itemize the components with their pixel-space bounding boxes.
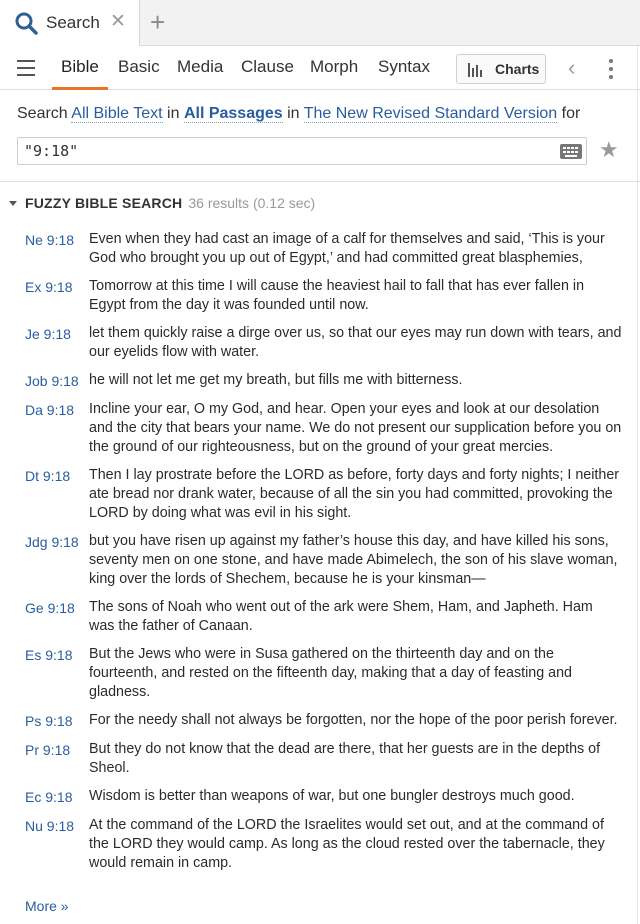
- hamburger-menu-icon[interactable]: [17, 60, 35, 76]
- tab-media[interactable]: Media: [177, 57, 224, 76]
- kebab-menu-icon[interactable]: [609, 59, 615, 79]
- list-item: [0, 400, 640, 457]
- results-list: [0, 230, 640, 882]
- verse-reference-link[interactable]: Da 9:18: [25, 402, 75, 418]
- search-input[interactable]: [17, 137, 587, 165]
- list-item: [0, 466, 640, 523]
- results-title: FUZZY BIBLE SEARCH: [25, 195, 183, 211]
- list-item: [0, 230, 640, 268]
- search-icon: [14, 11, 38, 35]
- list-item: [0, 740, 640, 778]
- bar-chart-icon: [468, 63, 484, 77]
- list-item: [0, 277, 640, 315]
- verse-reference-link[interactable]: Ec 9:18: [25, 789, 73, 805]
- verse-text: But the Jews who were in Susa gathered on the thirteenth day and on the fourteenth, and rested on the fifteenth day, making that a day of feasting and gladness.: [89, 646, 572, 700]
- list-item: [0, 816, 640, 873]
- verse-reference-link[interactable]: Pr 9:18: [25, 742, 71, 758]
- divider: [0, 181, 640, 182]
- tab-strip: [0, 0, 640, 46]
- verse-reference-link[interactable]: Ge 9:18: [25, 600, 75, 616]
- verse-reference-link[interactable]: Ps 9:18: [25, 713, 73, 729]
- list-item: [0, 532, 640, 589]
- verse-text: Incline your ear, O my God, and hear. Open your eyes and look at our desolation and the city that bears your name. We do not present our supplication before you on the ground of our righteousness, but on the ground of your great mercies.: [89, 401, 622, 455]
- search-for-label: for: [561, 105, 581, 122]
- list-item: [0, 645, 640, 702]
- list-item: [0, 371, 640, 391]
- verse-reference-link[interactable]: Dt 9:18: [25, 468, 71, 484]
- search-prefix: Search: [17, 105, 68, 122]
- verse-text: but you have risen up against my father’s house this day, and have killed his sons, seventy men on one stone, and have made Abimelech, the son of his slave woman, king over the lords of Shechem, because he is your kinsman—: [89, 533, 618, 587]
- results-header[interactable]: [9, 195, 315, 211]
- verse-text: Tomorrow at this time I will cause the heaviest hail to fall that has ever fallen in Egypt from the day it was founded until now.: [89, 278, 585, 313]
- verse-text: let them quickly raise a dirge over us, so that our eyes may run down with tears, and our eyelids flow with water.: [89, 325, 622, 360]
- verse-reference-link[interactable]: Nu 9:18: [25, 818, 75, 834]
- active-tab-indicator: [52, 87, 108, 90]
- verse-reference-link[interactable]: Job 9:18: [25, 373, 79, 389]
- results-count: 36 results (0.12 sec): [188, 195, 316, 211]
- verse-text: The sons of Noah who went out of the ark were Shem, Ham, and Japheth. Ham was the father of Canaan.: [89, 599, 593, 634]
- search-definition: [17, 105, 580, 123]
- collapse-caret-icon[interactable]: [9, 201, 17, 206]
- list-item: [0, 598, 640, 636]
- verse-reference-link[interactable]: Ex 9:18: [25, 279, 73, 295]
- more-results-link[interactable]: More »: [25, 898, 69, 914]
- version-link[interactable]: The New Revised Standard Version: [303, 105, 558, 122]
- tab-syntax[interactable]: Syntax: [378, 57, 430, 76]
- search-query[interactable]: "9:18": [24, 142, 79, 160]
- verse-text: he will not let me get my breath, but fills me with bitterness.: [89, 372, 463, 388]
- verse-text: But they do not know that the dead are there, that her guests are in the depths of Sheol.: [89, 741, 601, 776]
- list-item: [0, 787, 640, 807]
- chevron-left-icon[interactable]: ‹: [568, 55, 576, 80]
- verse-reference-link[interactable]: Ne 9:18: [25, 232, 75, 248]
- verse-text: Then I lay prostrate before the LORD as before, forty days and forty nights; I neither ate bread nor drank water, because of all the sin you had committed, provoking the LORD by doing what was evil in his sight.: [89, 467, 620, 521]
- search-in-label-2: in: [287, 105, 300, 122]
- verse-reference-link[interactable]: Je 9:18: [25, 326, 71, 342]
- charts-label: Charts: [495, 61, 540, 77]
- search-scope-link[interactable]: All Bible Text: [71, 105, 163, 122]
- tab-bible[interactable]: Bible: [61, 57, 99, 76]
- verse-text: Wisdom is better than weapons of war, but one bungler destroys much good.: [89, 788, 575, 804]
- search-in-label: in: [167, 105, 180, 122]
- new-tab-button[interactable]: +: [150, 7, 166, 37]
- passages-link[interactable]: All Passages: [183, 105, 283, 122]
- verse-text: At the command of the LORD the Israelites would set out, and at the command of the LORD they would camp. As long as the cloud rested over the tabernacle, they would remain in camp.: [89, 817, 605, 871]
- verse-text: For the needy shall not always be forgotten, nor the hope of the poor perish forever.: [89, 712, 618, 728]
- tab-morph[interactable]: Morph: [310, 57, 359, 76]
- verse-reference-link[interactable]: Es 9:18: [25, 647, 73, 663]
- toolbar: [0, 46, 640, 90]
- tab-clause[interactable]: Clause: [241, 57, 294, 76]
- verse-text: Even when they had cast an image of a calf for themselves and said, ‘This is your God who brought you up out of Egypt,’ and had committed great blasphemies,: [89, 231, 605, 266]
- keyboard-icon[interactable]: [560, 144, 582, 159]
- close-icon[interactable]: ✕: [110, 11, 126, 32]
- list-item: [0, 711, 640, 731]
- charts-button[interactable]: [456, 54, 546, 84]
- tab-basic[interactable]: Basic: [118, 57, 160, 76]
- tab-title: Search: [46, 13, 100, 32]
- list-item: [0, 324, 640, 362]
- star-icon[interactable]: ★: [599, 137, 619, 162]
- tab-search[interactable]: [0, 0, 140, 46]
- verse-reference-link[interactable]: Jdg 9:18: [25, 534, 79, 550]
